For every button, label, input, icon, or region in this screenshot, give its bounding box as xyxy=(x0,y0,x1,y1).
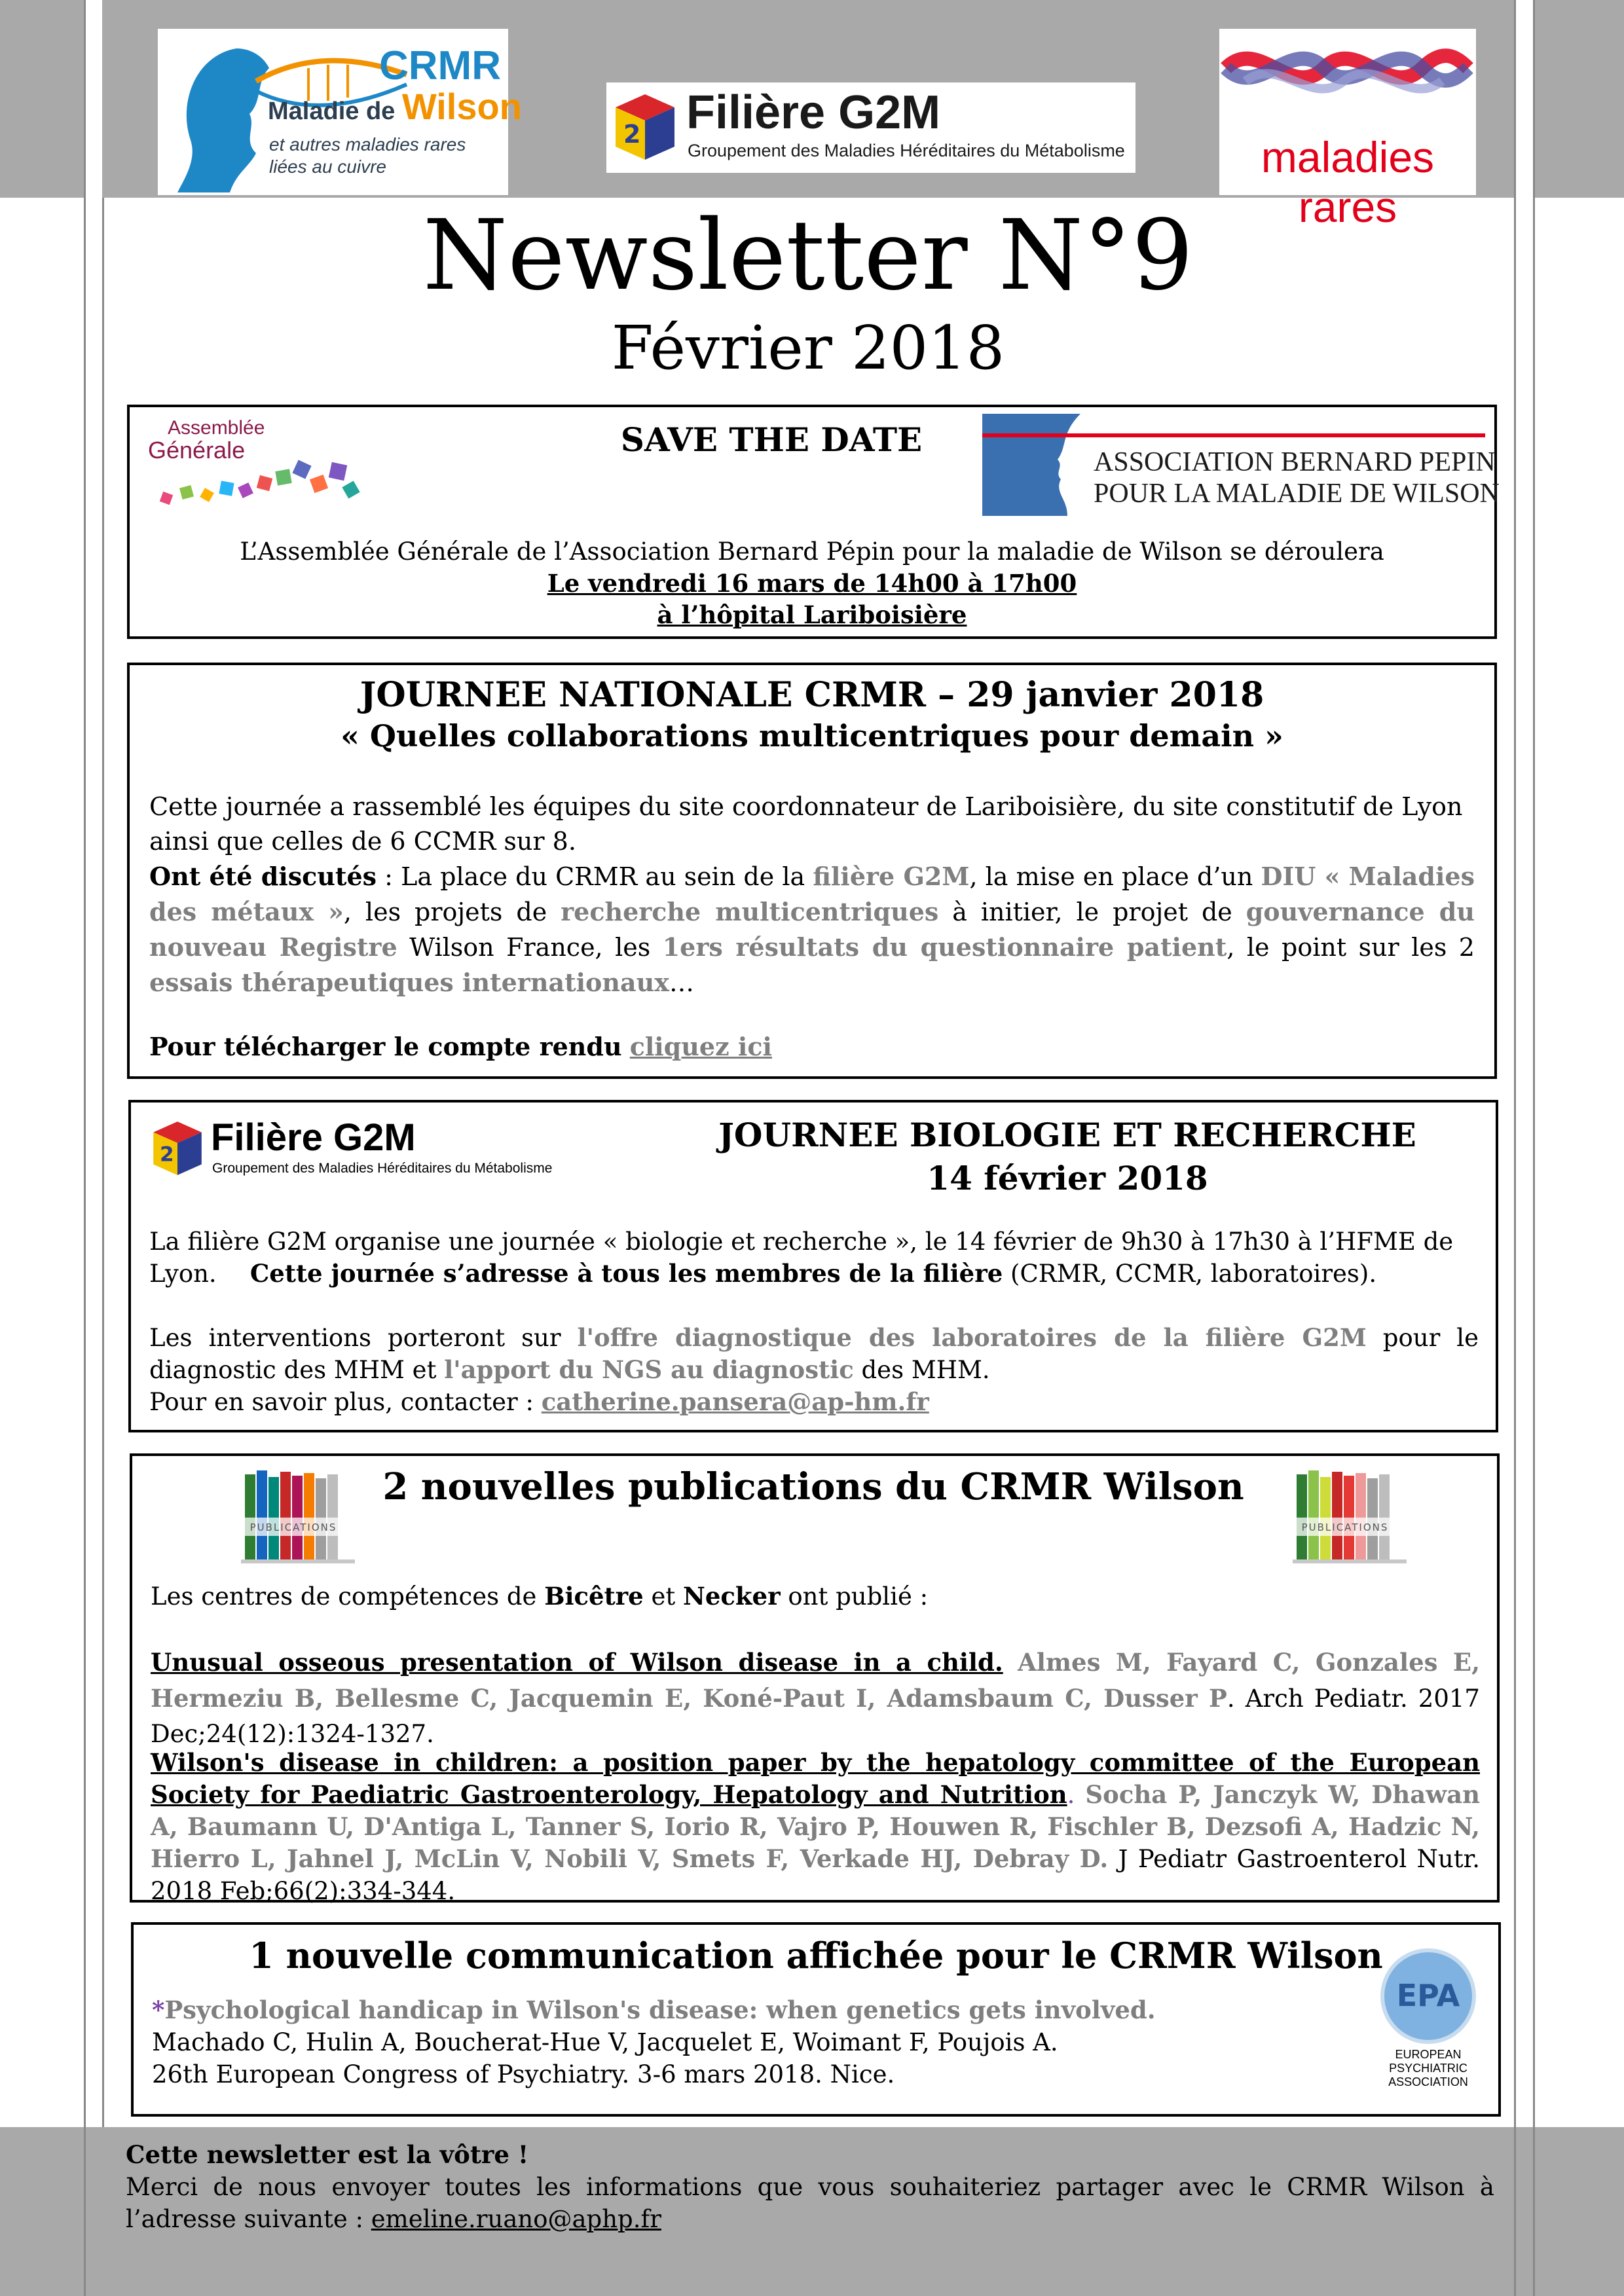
svg-text:2: 2 xyxy=(623,120,641,149)
crmr-wilson-logo xyxy=(158,29,522,195)
newsletter-page xyxy=(102,0,1514,2296)
biologie-date: 14 février 2018 xyxy=(927,1159,1208,1197)
g2m-logo-name: Filière G2M xyxy=(686,86,941,139)
epa-logo: EPA EUROPEAN PSYCHIATRIC ASSOCIATION xyxy=(1373,1947,1484,2104)
crmr-logo-line3: et autres maladies rares xyxy=(269,134,466,155)
download-report-line: Pour télécharger le compte rendu cliquez ici xyxy=(149,1032,772,1061)
journee-nationale-subheading: « Quelles collaborations multicentriques pour demain » xyxy=(341,718,1283,754)
biologie-contact: Pour en savoir plus, contacter : catherine.pansera@ap-hm.fr xyxy=(149,1387,929,1416)
maladies-rares-logo xyxy=(1219,29,1476,231)
svg-text:PUBLICATIONS: PUBLICATIONS xyxy=(249,1522,337,1533)
crmr-logo-text: CRMR xyxy=(379,43,501,88)
g2m-small-logo: 2 Filière G2M Groupement des Maladies Héréditaires du Métabolisme xyxy=(148,1116,554,1181)
save-the-date-text: L’Assemblée Générale de l’Association Bernard Pépin pour la maladie de Wilson se déroulera xyxy=(240,538,1384,566)
biologie-para3: Les interventions porteront sur l'offre diagnostique des laboratoires de la filière G2M pour le diagnostic des MHM et l'apport du NGS au diagnostic des MHM. xyxy=(149,1323,1479,1384)
filiere-g2m-logo xyxy=(606,82,1135,173)
download-report-link[interactable]: cliquez ici xyxy=(629,1032,772,1061)
background-band-right xyxy=(1534,0,1624,198)
footer-email-link[interactable]: emeline.ruano@aphp.fr xyxy=(371,2205,661,2233)
contact-email-link[interactable]: catherine.pansera@ap-hm.fr xyxy=(541,1387,929,1416)
logo-red-line xyxy=(982,433,1485,437)
books-icon xyxy=(238,1468,363,1566)
save-the-date-section xyxy=(127,405,1500,639)
biologie-heading: JOURNEE BIOLOGIE ET RECHERCHE xyxy=(718,1116,1416,1154)
g2m-logo-subtitle: Groupement des Maladies Héréditaires du Métabolisme xyxy=(688,141,1125,160)
svg-text:EPA: EPA xyxy=(1396,1978,1460,2013)
g2m-cube-small-icon xyxy=(148,1116,207,1181)
footer xyxy=(102,2127,1514,2296)
footer-text: Merci de nous envoyer toutes les informations que vous souhaiteriez partager avec le CRMR Wilson à l’adresse suivante : emeline.ruano@aphp.fr xyxy=(126,2173,1494,2233)
assemblee-generale-logo: Assemblée Générale xyxy=(148,418,364,516)
newsletter-title: Newsletter N°9 xyxy=(422,199,1194,312)
books-icon xyxy=(1290,1468,1414,1566)
biologie-line2: Cette journée s’adresse à tous les membres de la filière (CRMR, CCMR, laboratoires). xyxy=(249,1259,1377,1288)
svg-text:PUBLICATIONS: PUBLICATIONS xyxy=(1301,1522,1389,1533)
face-profile-icon xyxy=(982,414,1087,516)
background-band-left xyxy=(0,0,85,198)
globe-icon xyxy=(1379,1947,1477,2045)
journee-nationale-para1: Cette journée a rassemblé les équipes du site coordonnateur de Lariboisière, du site constitutif de Lyon ainsi que celles de 6 CCMR sur 8. xyxy=(149,792,1463,856)
puzzle-pieces-icon xyxy=(148,457,364,516)
publications-intro: Les centres de compétences de Bicêtre et Necker ont publié : xyxy=(151,1582,929,1611)
journee-biologie-section xyxy=(128,1100,1498,1432)
biologie-line1: La filière G2M organise une journée « biologie et recherche », le 14 février de 9h30 à 17h30 à l’HFME de Lyon. xyxy=(149,1228,1454,1288)
save-the-date-time: Le vendredi 16 mars de 14h00 à 17h00 xyxy=(547,569,1077,598)
publication-1-title: Unusual osseous presentation of Wilson disease in a child. xyxy=(151,1648,1003,1677)
save-the-date-heading: SAVE THE DATE xyxy=(620,420,923,459)
publications-books-icon-right xyxy=(1290,1468,1414,1566)
publication-2-title: Wilson's disease in children: a position paper by the hepatology committee of the European Society for Paediatric Gastroenterology, Hepatology and Nutrition xyxy=(151,1748,1480,1809)
page-border-right xyxy=(1533,0,1535,2296)
publications-section xyxy=(130,1453,1500,1903)
publication-2: Wilson's disease in children: a position paper by the hepatology committee of the European Society for Paediatric Gastroenterology, Hepatology and Nutrition. Socha P, Janczyk W, Dhawan A, Baumann U, D'Antiga L, Tanner S, Iorio R, Vajro P, Houwen R, Fischler B, Dezsofi A, Hadzic N, Hierro L, Jahnel J, McLin V, Nobili V, Smets F, Verkade HJ, Debray D. J Pediatr Gastroenterol Nutr. 2018 Feb;66(2):334-344. xyxy=(151,1748,1480,1905)
communication-heading: 1 nouvelle communication affichée pour le CRMR Wilson xyxy=(249,1935,1383,1977)
publications-heading: 2 nouvelles publications du CRMR Wilson xyxy=(382,1465,1244,1508)
communication-section xyxy=(131,1922,1501,2117)
save-the-date-place: à l’hôpital Lariboisière xyxy=(657,600,967,629)
maladies-rares-logo-text: maladies rares xyxy=(1261,133,1435,231)
publication-1: Unusual osseous presentation of Wilson disease in a child. Almes M, Fayard C, Gonzales E, Hermeziu B, Bellesme C, Jacquemin E, Koné-Paut I, Adamsbaum C, Dusser P. Arch Pediatr. 2017 Dec;24(12):1324-1327. xyxy=(151,1648,1480,1748)
maladies-rares-waves-icon xyxy=(1219,29,1476,134)
footer-heading: Cette newsletter est la vôtre ! xyxy=(126,2140,529,2169)
publication-1-authors: Almes M, Fayard C, Gonzales E, Hermeziu B, Bellesme C, Jacquemin E, Koné-Paut I, Adamsbaum C, Dusser P xyxy=(151,1648,1480,1713)
page-border-right-inner xyxy=(1514,0,1516,2296)
journee-nationale-para2: Ont été discutés : La place du CRMR au sein de la filière G2M, la mise en place d’un DIU « Maladies des métaux », les projets de recherche multicentriques à initier, le projet de gouvernance du nouveau Registre Wilson France, les 1ers résultats du questionnaire patient, le point sur les 2 essais thérapeutiques internationaux… xyxy=(149,862,1475,997)
crmr-logo-line4: liées au cuivre xyxy=(269,156,386,177)
journee-nationale-heading: JOURNEE NATIONALE CRMR – 29 janvier 2018 xyxy=(360,675,1264,715)
association-bernard-pepin-logo: ASSOCIATION BERNARD PEPIN POUR LA MALADIE DE WILSON xyxy=(982,414,1485,516)
publications-books-icon-left xyxy=(238,1468,363,1566)
g2m-cube-icon xyxy=(609,88,681,166)
page-border-left xyxy=(84,0,86,2296)
journee-nationale-section xyxy=(127,663,1497,1079)
crmr-logo-subtitle: Maladie de Wilson xyxy=(268,86,522,127)
communication-title: *Psychological handicap in Wilson's disease: when genetics gets involved. xyxy=(152,1995,1156,2024)
communication-authors: Machado C, Hulin A, Boucherat-Hue V, Jacquelet E, Woimant F, Poujois A. xyxy=(152,2028,1058,2056)
publication-2-authors: Socha P, Janczyk W, Dhawan A, Baumann U, D'Antiga L, Tanner S, Iorio R, Vajro P, Houwen R, Fischler B, Dezsofi A, Hadzic N, Hierro L, Jahnel J, McLin V, Nobili V, Smets F, Verkade HJ, Debray D. xyxy=(151,1780,1480,1873)
header-band xyxy=(102,0,1514,231)
svg-text:2: 2 xyxy=(160,1142,174,1167)
newsletter-date: Février 2018 xyxy=(611,313,1005,383)
communication-venue: 26th European Congress of Psychiatry. 3-6 mars 2018. Nice. xyxy=(152,2060,895,2088)
